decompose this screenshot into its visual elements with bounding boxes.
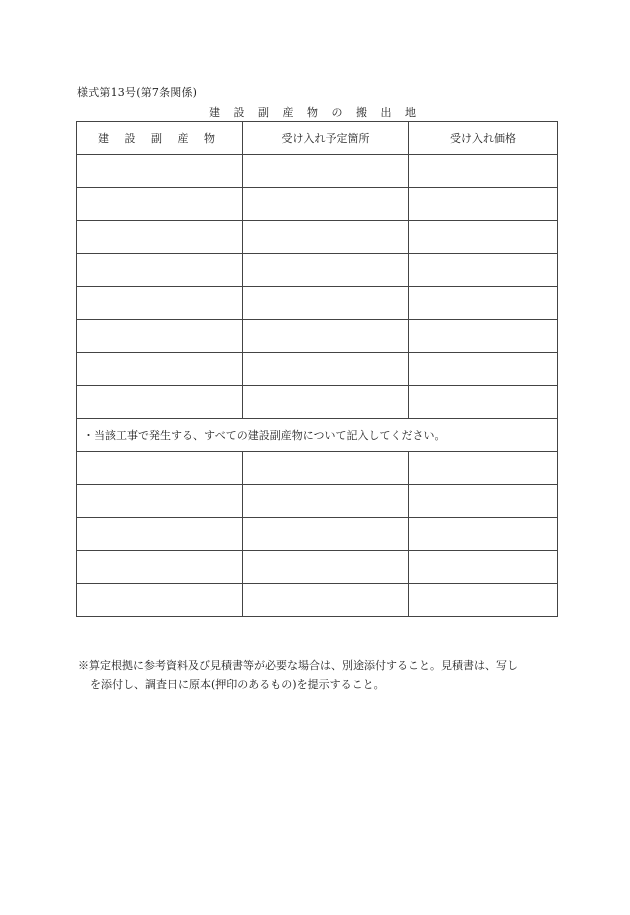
byproduct-cell[interactable] [77, 353, 243, 386]
header-byproduct: 建 設 副 産 物 [77, 122, 243, 155]
price-cell[interactable] [409, 188, 558, 221]
price-cell[interactable] [409, 518, 558, 551]
destination-cell[interactable] [243, 452, 409, 485]
price-cell[interactable] [409, 452, 558, 485]
table-row [77, 353, 558, 386]
price-cell[interactable] [409, 386, 558, 419]
price-cell[interactable] [409, 353, 558, 386]
table-row [77, 452, 558, 485]
destination-cell[interactable] [243, 518, 409, 551]
notice-row [77, 419, 558, 452]
destination-cell[interactable] [243, 287, 409, 320]
table-row [77, 254, 558, 287]
byproduct-cell[interactable] [77, 287, 243, 320]
destination-cell[interactable] [243, 188, 409, 221]
footnote-line-2: を添付し、調査日に原本(押印のあるもの)を提示すること。 [90, 678, 385, 691]
document-title: 建 設 副 産 物 の 搬 出 地 [209, 106, 421, 119]
header-destination: 受け入れ予定箇所 [243, 122, 409, 155]
table-row [77, 320, 558, 353]
byproduct-cell[interactable] [77, 221, 243, 254]
table-header-row [77, 122, 558, 155]
byproduct-cell[interactable] [77, 155, 243, 188]
byproduct-cell[interactable] [77, 188, 243, 221]
byproduct-cell[interactable] [77, 386, 243, 419]
table-row [77, 221, 558, 254]
byproduct-cell[interactable] [77, 518, 243, 551]
table-row [77, 287, 558, 320]
destination-cell[interactable] [243, 320, 409, 353]
byproduct-cell[interactable] [77, 551, 243, 584]
price-cell[interactable] [409, 551, 558, 584]
notice-text: ・当該工事で発生する、すべての建設副産物について記入してください。 [77, 419, 558, 452]
table-row [77, 551, 558, 584]
price-cell[interactable] [409, 221, 558, 254]
byproduct-cell[interactable] [77, 254, 243, 287]
destination-cell[interactable] [243, 485, 409, 518]
table-row [77, 386, 558, 419]
table-row [77, 584, 558, 617]
price-cell[interactable] [409, 254, 558, 287]
destination-cell[interactable] [243, 551, 409, 584]
price-cell[interactable] [409, 584, 558, 617]
byproduct-cell[interactable] [77, 320, 243, 353]
destination-cell[interactable] [243, 584, 409, 617]
price-cell[interactable] [409, 287, 558, 320]
price-cell[interactable] [409, 320, 558, 353]
destination-cell[interactable] [243, 353, 409, 386]
header-price: 受け入れ価格 [409, 122, 558, 155]
table-row [77, 518, 558, 551]
form-number: 様式第13号(第7条関係) [77, 86, 198, 99]
table-row [77, 155, 558, 188]
price-cell[interactable] [409, 155, 558, 188]
byproduct-cell[interactable] [77, 584, 243, 617]
destination-cell[interactable] [243, 221, 409, 254]
footnote-line-1: ※算定根拠に参考資料及び見積書等が必要な場合は、別途添付すること。見積書は、写し [78, 659, 518, 672]
table-row [77, 188, 558, 221]
destination-cell[interactable] [243, 386, 409, 419]
price-cell[interactable] [409, 485, 558, 518]
byproduct-cell[interactable] [77, 485, 243, 518]
table-row [77, 485, 558, 518]
byproduct-cell[interactable] [77, 452, 243, 485]
disposal-table [76, 121, 558, 617]
destination-cell[interactable] [243, 155, 409, 188]
destination-cell[interactable] [243, 254, 409, 287]
footnote [78, 656, 558, 694]
